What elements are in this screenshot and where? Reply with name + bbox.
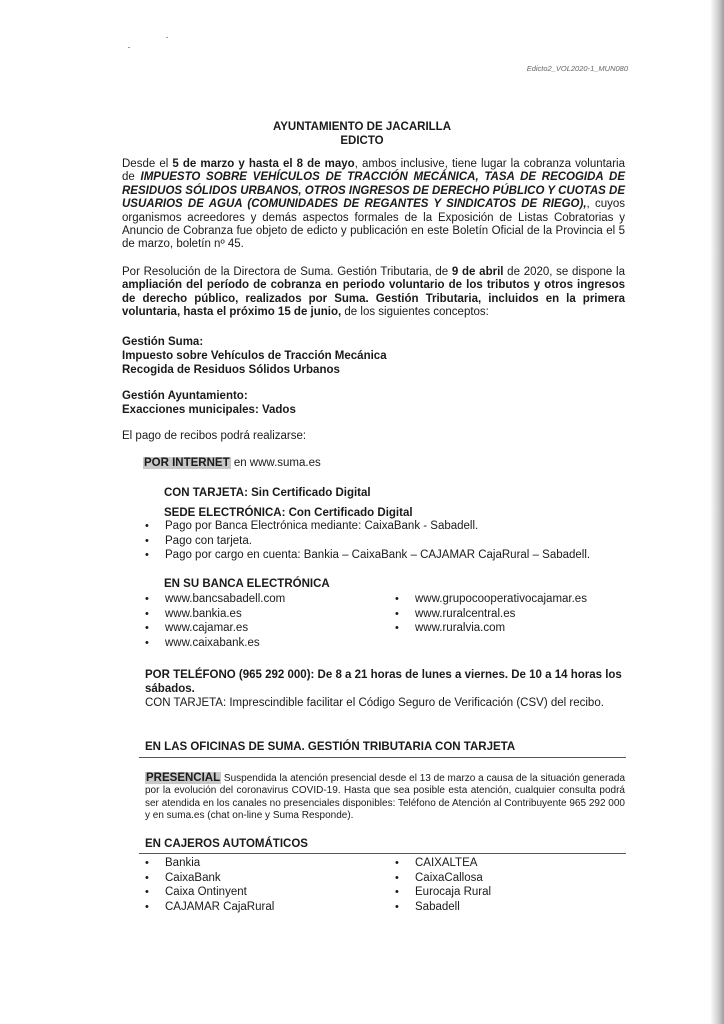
list-item: • www.grupocooperativocajamar.es: [395, 592, 625, 607]
p1-text-1: Desde el: [122, 158, 173, 170]
list-item: • www.caixabank.es: [145, 636, 375, 651]
divider: [139, 757, 626, 758]
list-item: • CAIXALTEA: [395, 856, 625, 871]
telefono-heading: POR TELÉFONO (965 292 000): De 8 a 21 horas de lunes a viernes. De 10 a 14 horas los sábados.: [145, 669, 622, 695]
banca-list-right: [395, 592, 625, 636]
pago-intro: El pago de recibos podrá realizarse:: [122, 430, 307, 442]
presencial-label: PRESENCIAL: [146, 772, 221, 784]
list-item: • CaixaBank: [145, 871, 375, 886]
gestion-suma-line: Impuesto sobre Vehículos de Tracción Mecánica: [122, 350, 387, 362]
cajeros-heading: EN CAJEROS AUTOMÁTICOS: [145, 838, 308, 850]
p2-date: 9 de abril: [451, 266, 504, 278]
gestion-suma-block: [122, 335, 387, 377]
cajeros-list-left: [145, 856, 375, 914]
banca-list-left: [145, 592, 375, 650]
internet-text: en www.suma.es: [230, 457, 321, 469]
p1-dates: 5 de marzo y hasta el 8 de mayo: [172, 158, 355, 170]
p1-text-2: , ambos inclusive, tiene lugar la cobranza voluntaria de: [122, 158, 625, 184]
list-item: • www.bankia.es: [145, 607, 375, 622]
sede-electronica-list: [145, 519, 625, 563]
presencial-block: [145, 772, 625, 823]
list-item: • www.ruralvia.com: [395, 621, 625, 636]
presencial-text: Suspendida la atención presencial desde el 13 de marzo a causa de la situación generada por la evolución del coronavirus COVID-19. Hasta que sea posible esta atención, cualquier consulta podrá ser atendida en los canales no presenciales disponibles: Teléfono de Atención al Contribuyente 965 292 000 y en suma.es (chat on-line y Suma Responde).: [145, 773, 625, 822]
gestion-suma-line: Recogida de Residuos Sólidos Urbanos: [122, 364, 340, 376]
list-item: • Caixa Ontinyent: [145, 885, 375, 900]
p2-text-3: de los siguientes conceptos:: [341, 306, 489, 319]
list-item: • www.ruralcentral.es: [395, 607, 625, 622]
gestion-suma-heading: Gestión Suma:: [122, 336, 204, 348]
list-item: • www.cajamar.es: [145, 621, 375, 636]
internet-label: POR INTERNET: [144, 457, 230, 469]
list-item: • Eurocaja Rural: [395, 885, 625, 900]
banca-electronica-heading: EN SU BANCA ELECTRÓNICA: [164, 578, 330, 590]
divider: [139, 853, 626, 854]
scan-speck: [128, 47, 130, 48]
document-subtitle: EDICTO: [340, 135, 384, 147]
gestion-ayuntamiento-line: Exacciones municipales: Vados: [122, 404, 296, 416]
list-item: • CaixaCallosa: [395, 871, 625, 886]
internet-line: [143, 457, 321, 469]
list-item: • CAJAMAR CajaRural: [145, 900, 375, 915]
scan-edge-shadow: [710, 0, 724, 1024]
p1-text-3: , cuyos organismos acreedores y demás aspectos formales de la Exposición de Listas Cobratorias y Anuncio de Cobranza fue objeto de edicto y publicación en este Boletín Oficial de la Provincia el 5 de marzo, boletín nº 45.: [122, 198, 625, 251]
p1-taxes: IMPUESTO SOBRE VEHÍCULOS DE TRACCIÓN MECÁNICA, TASA DE RECOGIDA DE RESIDUOS SÓLIDOS URBANOS, OTROS INGRESOS DE DERECHO PÚBLICO Y CUOTAS DE USUARIOS DE AGUA (COMUNIDADES DE REGANTES Y SINDICATOS DE RIEGO),: [122, 171, 625, 211]
scan-speck: [166, 37, 168, 38]
paragraph-resolucion: [122, 266, 625, 320]
paragraph-cobranza: [122, 158, 625, 252]
list-item: • www.bancsabadell.com: [145, 592, 375, 607]
list-item: • Bankia: [145, 856, 375, 871]
con-tarjeta-heading: CON TARJETA: Sin Certificado Digital: [164, 487, 371, 499]
sede-electronica-heading: SEDE ELECTRÓNICA: Con Certificado Digital: [164, 507, 413, 519]
cajeros-list-right: [395, 856, 625, 914]
telefono-text: CON TARJETA: Imprescindible facilitar el Código Seguro de Verificación (CSV) del recibo.: [145, 697, 604, 709]
telefono-block: [145, 668, 625, 710]
oficinas-heading: EN LAS OFICINAS DE SUMA. GESTIÓN TRIBUTARIA CON TARJETA: [145, 741, 516, 753]
p2-ampliacion: ampliación del período de cobranza en periodo voluntario de los tributos y otros ingresos de derecho público, realizados por Suma. Gestión Tributaria, incluidos en la primera voluntaria, hasta el próximo 15 de junio,: [122, 279, 625, 319]
list-item: • Pago por Banca Electrónica mediante: CaixaBank - Sabadell.: [145, 519, 625, 534]
list-item: • Sabadell: [395, 900, 625, 915]
list-item: • Pago por cargo en cuenta: Bankia – CaixaBank – CAJAMAR CajaRural – Sabadell.: [145, 548, 625, 563]
gestion-ayuntamiento-block: [122, 389, 296, 417]
p2-text-1: Por Resolución de la Directora de Suma. Gestión Tributaria, de: [122, 266, 452, 278]
p2-text-2: de 2020, se dispone la: [503, 266, 625, 278]
list-item: • Pago con tarjeta.: [145, 534, 625, 549]
document-reference: Edicto2_VOL2020-1_MUN080: [526, 64, 628, 73]
gestion-ayuntamiento-heading: Gestión Ayuntamiento:: [122, 390, 248, 402]
document-title: AYUNTAMIENTO DE JACARILLA: [272, 121, 452, 133]
